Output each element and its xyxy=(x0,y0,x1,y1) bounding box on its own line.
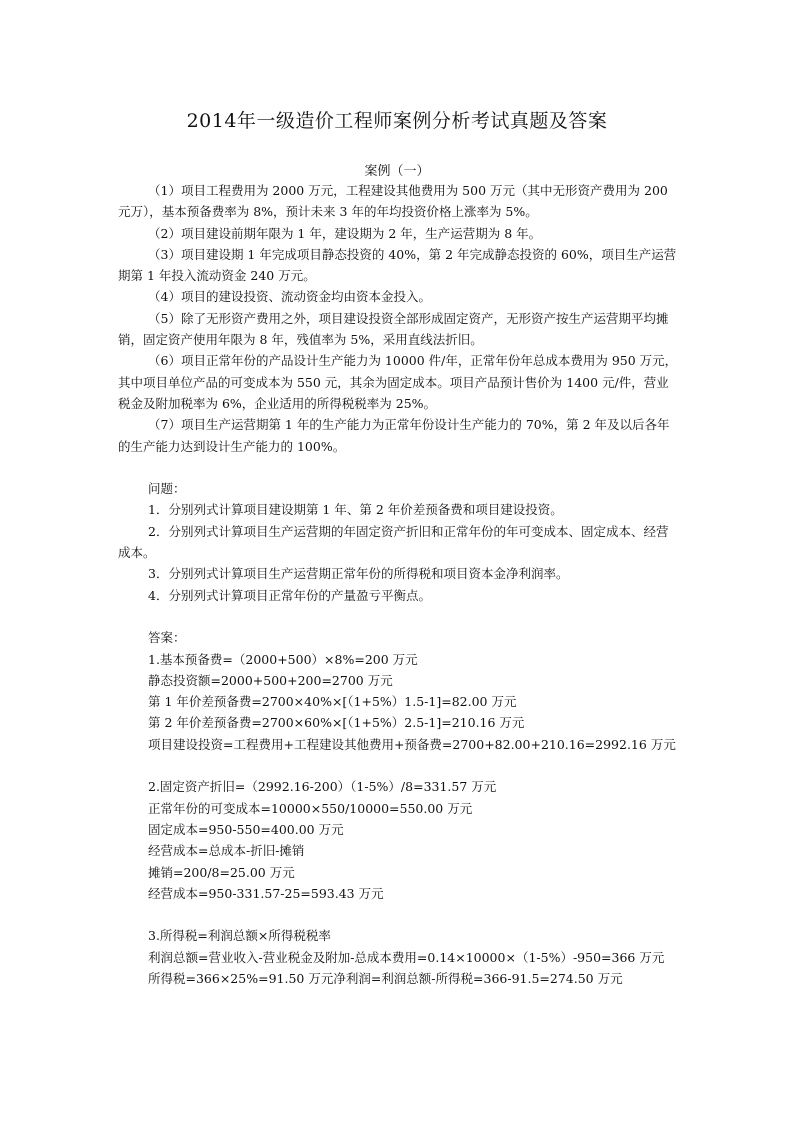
answer-line: 利润总额=营业收入-营业税金及附加-总成本费用=0.14×10000×（1-5%）-950=366 万元 xyxy=(148,949,665,965)
answer-line: 2.固定资产折旧=（2992.16-200）（1-5%）/8=331.57 万元 xyxy=(148,779,497,795)
answer-line: 3.所得税=利润总额×所得税税率 xyxy=(148,928,331,944)
answer-line: 摊销=200/8=25.00 万元 xyxy=(148,864,295,880)
condition-paragraph: （2）项目建设前期年限为 1 年，建设期为 2 年，生产运营期为 8 年。 xyxy=(148,225,542,241)
document-title: 2014年一级造价工程师案例分析考试真题及答案 xyxy=(186,110,608,132)
answers-heading: 答案： xyxy=(148,630,186,646)
answer-line: 第 2 年价差预备费=2700×60%×[（1+5%）2.5-1]=210.16 万元 xyxy=(148,715,525,731)
answer-line: 正常年份的可变成本=10000×550/10000=550.00 万元 xyxy=(148,800,473,816)
condition-paragraph: （7）项目生产运营期第 1 年的生产能力为正常年份设计生产能力的 70%，第 2 年及以后各年的生产能力达到设计生产能力的 100%。 xyxy=(118,417,670,454)
answer-line: 固定成本=950-550=400.00 万元 xyxy=(148,821,344,837)
question-item: 4．分别列式计算项目正常年份的产量盈亏平衡点。 xyxy=(148,587,431,603)
answer-line: 经营成本=总成本-折旧-摊销 xyxy=(148,843,305,859)
condition-paragraph: （3）项目建设期 1 年完成项目静态投资的 40%，第 2 年完成静态投资的 60%，项目生产运营期第 1 年投入流动资金 240 万元。 xyxy=(118,246,677,284)
condition-paragraph: （6）项目正常年份的产品设计生产能力为 10000 件/年，正常年份年总成本费用为 950 万元，其中项目单位产品的可变成本为 550 元，其余为固定成本。项目产品预计售价为 1400 元/件，营业税金及附加税率为 6%，企业适用的所得税税率为 25%。 xyxy=(118,353,678,411)
case-heading: 案例（一） xyxy=(364,164,430,179)
condition-paragraph: （5）除了无形资产费用之外，项目建设投资全部形成固定资产，无形资产按生产运营期平均摊销，固定资产使用年限为 8 年，残值率为 5%，采用直线法折旧。 xyxy=(118,310,669,348)
answer-line: 静态投资额=2000+500+200=2700 万元 xyxy=(148,672,393,688)
question-item: 1．分别列式计算项目建设期第 1 年、第 2 年价差预备费和项目建设投资。 xyxy=(148,502,563,518)
questions-heading: 问题： xyxy=(148,481,186,497)
condition-paragraph: （1）项目工程费用为 2000 万元，工程建设其他费用为 500 万元（其中无形资产费用为 200 元万），基本预备费率为 8%，预计未来 3 年的年均投资价格上涨率为 5%。 xyxy=(118,183,668,220)
question-item: 2．分别列式计算项目生产运营期的年固定资产折旧和正常年份的年可变成本、固定成本、经营成本。 xyxy=(118,523,669,561)
answer-line: 经营成本=950-331.57-25=593.43 万元 xyxy=(148,885,384,901)
document-body xyxy=(118,180,678,989)
answer-line: 1.基本预备费=（2000+500）×8%=200 万元 xyxy=(148,651,418,667)
condition-paragraph: （4）项目的建设投资、流动资金均由资本金投入。 xyxy=(148,289,431,305)
question-item: 3．分别列式计算项目生产运营期正常年份的所得税和项目资本金净利润率。 xyxy=(148,566,569,582)
answer-line: 第 1 年价差预备费=2700×40%×[（1+5%）1.5-1]=82.00 万元 xyxy=(148,694,517,710)
answer-line: 项目建设投资=工程费用+工程建设其他费用+预备费=2700+82.00+210.16=2992.16 万元 xyxy=(148,736,676,752)
answer-line: 所得税=366×25%=91.50 万元净利润=利润总额-所得税=366-91.5=274.50 万元 xyxy=(148,970,623,986)
